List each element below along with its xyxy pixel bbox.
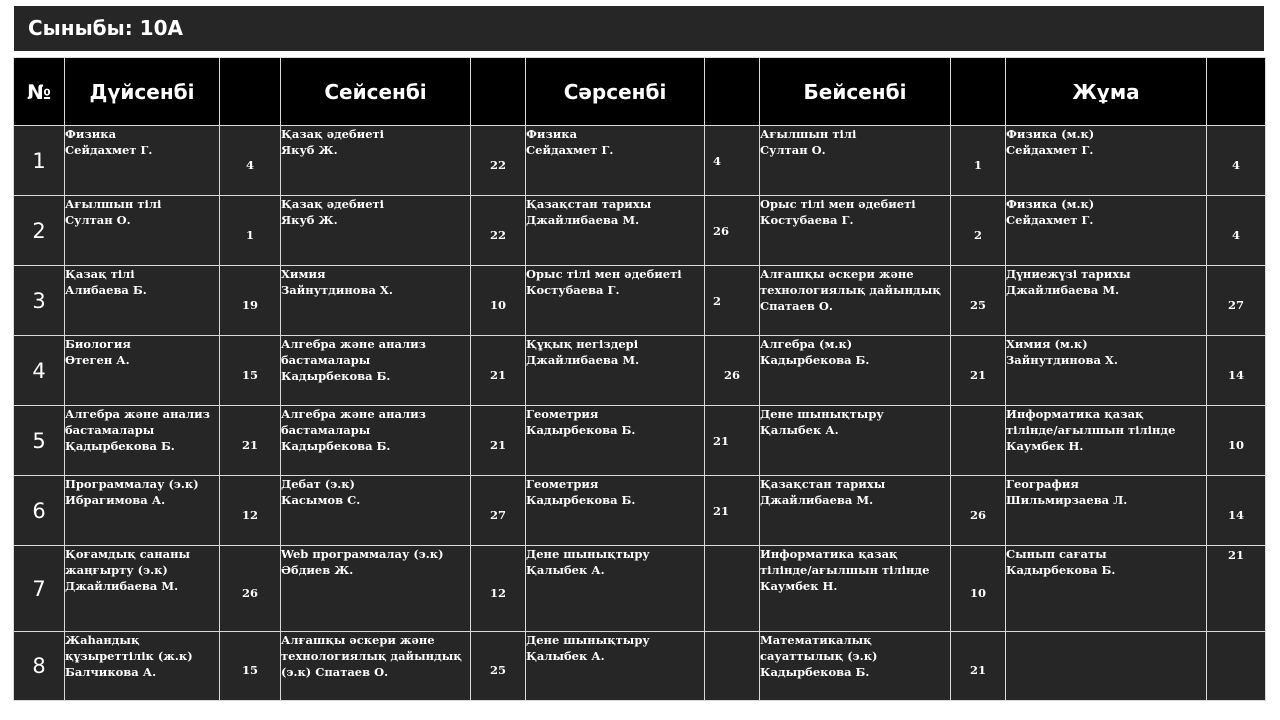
lesson-subject: Информатика қазақ тілінде/ағылшын тілінде Каумбек Н. xyxy=(760,546,951,632)
header-room-monday xyxy=(220,58,281,126)
lesson-room xyxy=(705,546,760,632)
lesson-row xyxy=(14,632,1266,701)
lesson-room: 4 xyxy=(220,126,281,196)
lesson-subject: Физика (м.к) Сейдахмет Г. xyxy=(1006,196,1207,266)
lesson-subject: Алгебра және анализ бастамалары Кадырбекова Б. xyxy=(281,406,471,476)
lesson-subject: Дене шынықтыру Қалыбек А. xyxy=(526,632,705,701)
lesson-number: 1 xyxy=(14,126,65,196)
lesson-subject: Математикалық сауаттылық (э.к) Кадырбекова Б. xyxy=(760,632,951,701)
lesson-room: 21 xyxy=(951,632,1006,701)
lesson-room: 4 xyxy=(1207,196,1266,266)
class-title: Сыныбы: 10А xyxy=(14,6,1264,51)
lesson-room: 19 xyxy=(220,266,281,336)
lesson-room: 21 xyxy=(705,476,760,546)
lesson-subject: Геометрия Кадырбекова Б. xyxy=(526,406,705,476)
header-room-friday xyxy=(1207,58,1266,126)
header-day-monday: Дүйсенбі xyxy=(65,58,220,126)
lesson-subject xyxy=(1006,632,1207,701)
lesson-room: 12 xyxy=(220,476,281,546)
lesson-subject: Дебат (э.к) Касымов С. xyxy=(281,476,471,546)
lesson-subject: Химия Зайнутдинова Х. xyxy=(281,266,471,336)
header-day-thursday: Бейсенбі xyxy=(760,58,951,126)
lesson-room: 4 xyxy=(705,126,760,196)
lesson-room: 12 xyxy=(471,546,526,632)
lesson-room: 21 xyxy=(705,406,760,476)
lesson-room: 15 xyxy=(220,632,281,701)
lesson-subject: Информатика қазақ тілінде/ағылшын тілінде Каумбек Н. xyxy=(1006,406,1207,476)
lesson-subject: Құқық негіздері Джайлибаева М. xyxy=(526,336,705,406)
lesson-subject: Сынып сағаты Кадырбекова Б. xyxy=(1006,546,1207,632)
lesson-room: 22 xyxy=(471,196,526,266)
lesson-room xyxy=(951,406,1006,476)
header-day-tuesday: Сейсенбі xyxy=(281,58,471,126)
lesson-subject: Орыс тілі мен әдебиеті Костубаева Г. xyxy=(526,266,705,336)
header-day-friday: Жұма xyxy=(1006,58,1207,126)
lesson-room: 14 xyxy=(1207,476,1266,546)
lesson-room xyxy=(705,632,760,701)
lesson-room: 21 xyxy=(471,406,526,476)
lesson-room: 21 xyxy=(951,336,1006,406)
lesson-room: 26 xyxy=(220,546,281,632)
lesson-subject: География Шильмирзаева Л. xyxy=(1006,476,1207,546)
lesson-subject: Қазақстан тарихы Джайлибаева М. xyxy=(526,196,705,266)
header-room-wednesday xyxy=(705,58,760,126)
lesson-subject: Физика Сейдахмет Г. xyxy=(526,126,705,196)
lesson-subject: Физика (м.к) Сейдахмет Г. xyxy=(1006,126,1207,196)
header-day-wednesday: Сәрсенбі xyxy=(526,58,705,126)
lesson-row xyxy=(14,196,1266,266)
lesson-room: 25 xyxy=(951,266,1006,336)
lesson-room: 21 xyxy=(1207,546,1266,632)
lesson-number: 6 xyxy=(14,476,65,546)
lesson-room: 10 xyxy=(471,266,526,336)
lesson-room: 21 xyxy=(471,336,526,406)
header-room-thursday xyxy=(951,58,1006,126)
lesson-subject: Дене шынықтыру Қалыбек А. xyxy=(526,546,705,632)
lesson-subject: Алғашқы әскери және технологиялық дайындық (э.к) Спатаев О. xyxy=(281,632,471,701)
lesson-room: 27 xyxy=(471,476,526,546)
lesson-room: 26 xyxy=(705,196,760,266)
header-row xyxy=(14,58,1266,126)
lesson-subject: Ағылшын тілі Султан О. xyxy=(760,126,951,196)
lesson-room: 14 xyxy=(1207,336,1266,406)
lesson-room: 21 xyxy=(220,406,281,476)
lesson-subject: Биология Өтеген А. xyxy=(65,336,220,406)
lesson-room: 22 xyxy=(471,126,526,196)
lesson-subject: Орыс тілі мен әдебиеті Костубаева Г. xyxy=(760,196,951,266)
lesson-room: 2 xyxy=(951,196,1006,266)
lesson-subject: Дене шынықтыру Қалыбек А. xyxy=(760,406,951,476)
lesson-subject: Программалау (э.к) Ибрагимова А. xyxy=(65,476,220,546)
lesson-subject: Химия (м.к) Зайнутдинова Х. xyxy=(1006,336,1207,406)
lesson-subject: Ағылшын тілі Султан О. xyxy=(65,196,220,266)
lesson-subject: Алгебра және анализ бастамалары Қадырбекова Б. xyxy=(65,406,220,476)
lesson-number: 8 xyxy=(14,632,65,701)
lesson-room: 27 xyxy=(1207,266,1266,336)
lesson-room xyxy=(1207,632,1266,701)
lesson-row xyxy=(14,476,1266,546)
lesson-number: 3 xyxy=(14,266,65,336)
lesson-subject: Қазақ тілі Алибаева Б. xyxy=(65,266,220,336)
lesson-subject: Web программалау (э.к) Әбдиев Ж. xyxy=(281,546,471,632)
lesson-row xyxy=(14,266,1266,336)
header-number: № xyxy=(14,58,65,126)
lesson-row xyxy=(14,336,1266,406)
lesson-room: 25 xyxy=(471,632,526,701)
schedule-table xyxy=(13,57,1266,701)
lesson-row xyxy=(14,546,1266,632)
lesson-room: 1 xyxy=(951,126,1006,196)
lesson-row xyxy=(14,126,1266,196)
lesson-subject: Дүниежүзі тарихы Джайлибаева М. xyxy=(1006,266,1207,336)
header-room-tuesday xyxy=(471,58,526,126)
lesson-subject: Қоғамдық сананы жаңғырту (э.к) Джайлибаева М. xyxy=(65,546,220,632)
lesson-subject: Қазақ әдебиеті Якуб Ж. xyxy=(281,196,471,266)
lesson-subject: Алгебра (м.к) Кадырбекова Б. xyxy=(760,336,951,406)
lesson-room: 26 xyxy=(951,476,1006,546)
lesson-number: 2 xyxy=(14,196,65,266)
lesson-subject: Қазақстан тарихы Джайлибаева М. xyxy=(760,476,951,546)
lesson-number: 4 xyxy=(14,336,65,406)
lesson-subject: Алгебра және анализ бастамалары Кадырбекова Б. xyxy=(281,336,471,406)
lesson-room: 26 xyxy=(705,336,760,406)
lesson-subject: Алғашқы әскери және технологиялық дайындық Спатаев О. xyxy=(760,266,951,336)
lesson-room: 15 xyxy=(220,336,281,406)
lesson-number: 7 xyxy=(14,546,65,632)
lesson-subject: Жаһандық құзыреттілік (ж.к) Балчикова А. xyxy=(65,632,220,701)
lesson-room: 10 xyxy=(951,546,1006,632)
lesson-subject: Физика Сейдахмет Г. xyxy=(65,126,220,196)
lesson-row xyxy=(14,406,1266,476)
lesson-subject: Қазақ әдебиеті Якуб Ж. xyxy=(281,126,471,196)
lesson-subject: Геометрия Кадырбекова Б. xyxy=(526,476,705,546)
lesson-room: 4 xyxy=(1207,126,1266,196)
lesson-room: 10 xyxy=(1207,406,1266,476)
lesson-room: 2 xyxy=(705,266,760,336)
lesson-number: 5 xyxy=(14,406,65,476)
lesson-room: 1 xyxy=(220,196,281,266)
